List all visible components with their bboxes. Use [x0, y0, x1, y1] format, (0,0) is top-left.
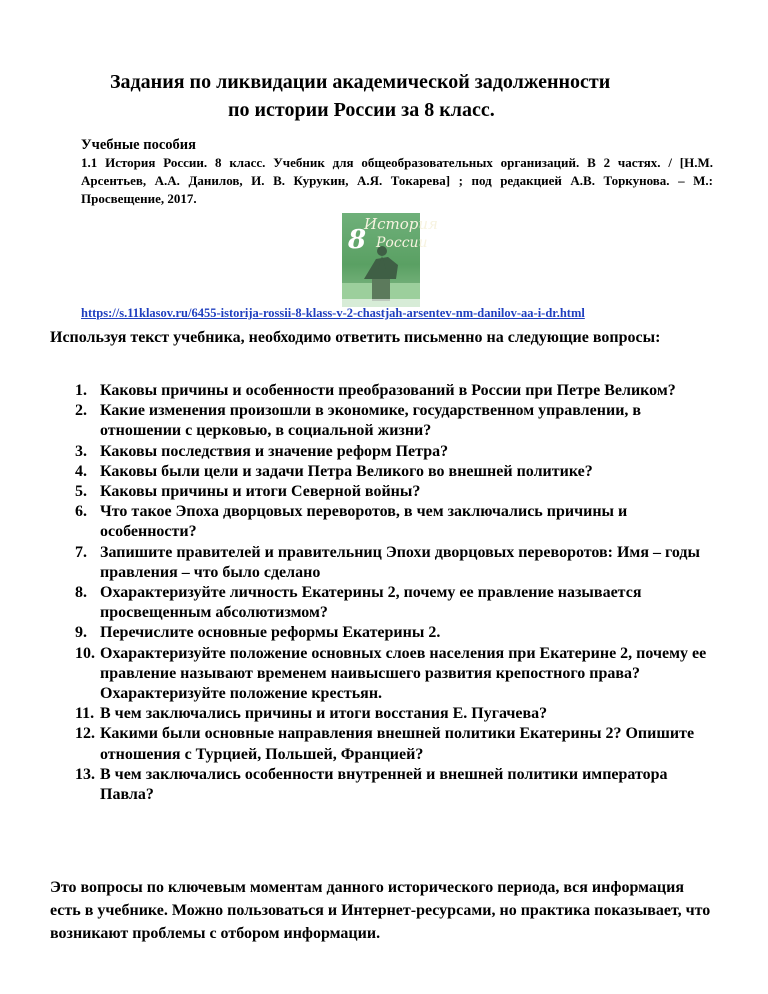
- question-item: [62, 765, 722, 805]
- question-item: [62, 442, 722, 462]
- question-text: В чем заключались особенности внутренней и внешней политики императора Павла?: [100, 765, 668, 804]
- textbooks-heading: Учебные пособия: [81, 137, 196, 153]
- question-item: [62, 724, 722, 764]
- question-number: 5.: [75, 483, 87, 501]
- cover-title-line-2: России: [376, 235, 428, 251]
- question-item: [62, 704, 722, 724]
- question-item: [62, 401, 722, 441]
- question-number: 4.: [75, 462, 87, 480]
- question-number: 7.: [75, 543, 87, 561]
- question-text: Запишите правителей и правительниц Эпохи дворцовых переворотов: Имя – годы правления – что было сделано: [100, 543, 700, 581]
- question-item: [62, 623, 722, 643]
- question-number: 10.: [75, 644, 95, 662]
- question-item: [62, 644, 722, 705]
- question-number: 8.: [75, 584, 87, 602]
- question-item: [62, 583, 722, 623]
- question-text: Перечислите основные реформы Екатерины 2.: [100, 624, 441, 642]
- question-text: Каковы были цели и задачи Петра Великого во внешней политике?: [100, 462, 593, 480]
- question-number: 1.: [75, 382, 87, 399]
- question-text: Какими были основные направления внешней политики Екатерины 2? Опишите отношения с Турцией, Польшей, Францией?: [100, 725, 695, 763]
- question-text: В чем заключались причины и итоги восстания Е. Пугачева?: [100, 705, 548, 723]
- question-item: [62, 502, 722, 542]
- textbook-cover-image: [342, 213, 438, 307]
- question-number: 9.: [75, 624, 87, 642]
- page-title-line-1: Задания по ликвидации академической задолженности: [110, 71, 611, 93]
- question-number: 2.: [75, 402, 87, 420]
- instructions-intro: Используя текст учебника, необходимо ответить письменно на следующие вопросы:: [50, 329, 661, 346]
- cover-title-line-1: История: [364, 215, 438, 233]
- question-text: Какие изменения произошли в экономике, государственном управлении, в отношении с церковью, в социальной жизни?: [100, 402, 642, 440]
- question-text: Каковы последствия и значение реформ Петра?: [100, 442, 449, 460]
- textbook-link[interactable]: https://s.11klasov.ru/6455-istorija-rossii-8-klass-v-2-chastjah-arsentev-nm-danilov-aa-i-dr.html: [81, 306, 585, 320]
- question-number: 3.: [75, 442, 87, 460]
- questions-list: [62, 381, 722, 805]
- question-item: [62, 482, 722, 502]
- question-number: 11.: [75, 705, 95, 723]
- textbook-reference: 1.1 История России. 8 класс. Учебник для общеобразовательных организаций. В 2 частях. / [Н.М. Арсентьев, А.А. Данилов, И. В. Курукин, А.Я. Токарева] ; под редакцией А.В. Торкунова. – М.: Просвещение, 2017.: [81, 155, 713, 206]
- question-number: 12.: [75, 725, 95, 743]
- question-text: Что такое Эпоха дворцовых переворотов, в чем заключались причины и особенности?: [100, 503, 628, 541]
- question-item: [62, 462, 722, 482]
- closing-note: Это вопросы по ключевым моментам данного исторического периода, вся информация есть в учебнике. Можно пользоваться и Интернет-ресурсами, но практика показывает, что возникают проблемы с отбором информации.: [50, 879, 711, 942]
- question-text: Охарактеризуйте положение основных слоев населения при Екатерине 2, почему ее правление называют временем наивысшего развития крепостного права? Охарактеризуйте положение крестьян.: [100, 644, 707, 703]
- question-number: 13.: [75, 765, 95, 783]
- question-item: [62, 381, 722, 401]
- question-number: 6.: [75, 503, 87, 521]
- question-item: [62, 543, 722, 583]
- page-title-line-2: по истории России за 8 класс.: [228, 99, 495, 121]
- question-text: Каковы причины и особенности преобразований в России при Петре Великом?: [100, 382, 676, 399]
- question-text: Охарактеризуйте личность Екатерины 2, почему ее правление называется просвещенным абсолютизмом?: [100, 584, 642, 622]
- cover-grade: 8: [348, 225, 367, 255]
- question-text: Каковы причины и итоги Северной войны?: [100, 483, 421, 501]
